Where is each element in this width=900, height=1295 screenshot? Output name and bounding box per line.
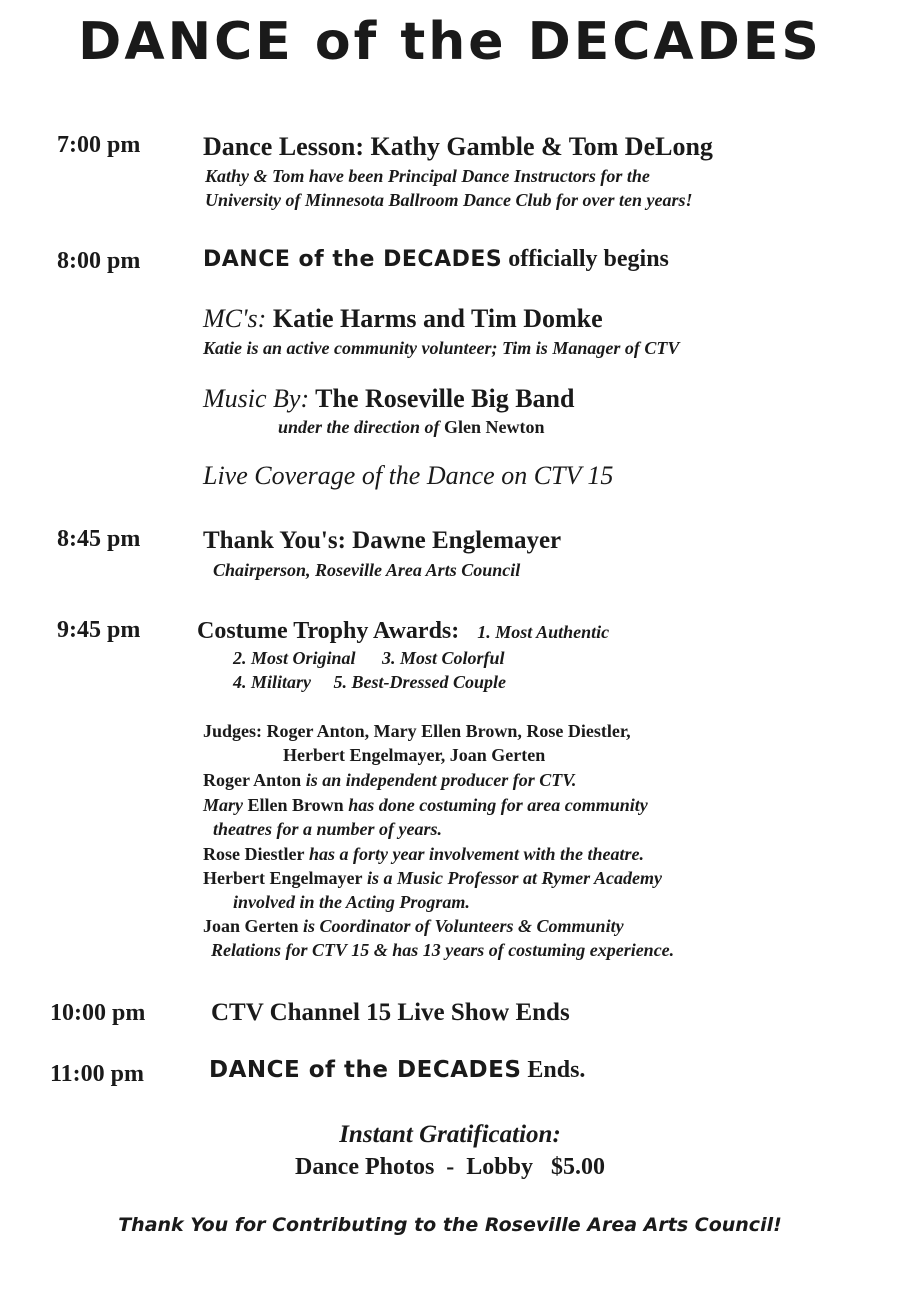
dance-lesson-heading: Dance Lesson: Kathy Gamble & Tom DeLong [203, 132, 713, 161]
judge-gerten-name: Joan Gerten [203, 916, 299, 936]
award-4: 4. Military [233, 672, 312, 692]
judge-diestler-desc: has a forty year involvement with the theatre. [304, 844, 644, 864]
dance-lesson-desc-2: University of Minnesota Ballroom Dance Club for over ten years! [205, 190, 693, 210]
dance-ends-logo: DANCE of the DECADES [209, 1057, 522, 1083]
music-desc-text: under the direction of [278, 417, 445, 437]
dance-ends-text: Ends. [521, 1057, 586, 1083]
judge-brown-first: Mary [203, 795, 243, 815]
judges-line-2: Herbert Engelmayer, Joan Gerten [283, 745, 546, 765]
judge-gerten-desc-1: is Coordinator of Volunteers & Community [298, 916, 624, 936]
instant-gratification: Instant Gratification: [339, 1121, 561, 1148]
dance-ends-line [209, 1057, 585, 1084]
judge-anton-name: Roger Anton [203, 770, 302, 790]
award-2: 2. Most Original [233, 648, 356, 668]
awards-line [197, 618, 609, 645]
footer-thank-you: Thank You for Contributing to the Roseville Area Arts Council! [118, 1214, 782, 1236]
time-1000: 10:00 pm [50, 1000, 146, 1026]
judge-anton [203, 770, 576, 791]
dance-lesson-desc-1: Kathy & Tom have been Principal Dance Instructors for the [205, 166, 650, 186]
music-name: The Roseville Big Band [309, 384, 575, 413]
music-desc [278, 417, 545, 438]
music-director: Glen Newton [444, 417, 545, 437]
thank-yous-heading: Thank You's: Dawne Englemayer [203, 527, 562, 554]
mc-label: MC's: [203, 304, 267, 333]
time-945: 9:45 pm [57, 617, 141, 643]
thank-yous-desc: Chairperson, Roseville Area Arts Council [213, 560, 521, 580]
awards-line-2 [233, 648, 505, 669]
judge-engelmayer-desc-1: is a Music Professor at Rymer Academy [362, 868, 662, 888]
judge-brown-desc-1: has done costuming for area community [343, 795, 648, 815]
judge-gerten [203, 916, 624, 937]
time-845: 8:45 pm [57, 526, 141, 552]
judge-engelmayer-desc-2: involved in the Acting Program. [233, 892, 470, 912]
dance-begins-logo: DANCE of the DECADES [203, 247, 503, 272]
judge-engelmayer-name: Herbert Engelmayer [203, 868, 363, 888]
mc-desc: Katie is an active community volunteer; Tim is Manager of CTV [203, 338, 680, 358]
music-label: Music By: [203, 384, 310, 413]
judge-brown [203, 795, 648, 816]
judge-brown-desc-2: theatres for a number of years. [213, 819, 442, 839]
judge-gerten-desc-2: Relations for CTV 15 & has 13 years of costuming experience. [211, 940, 675, 960]
dance-begins-line [203, 246, 669, 273]
live-coverage: Live Coverage of the Dance on CTV 15 [203, 461, 614, 490]
time-800: 8:00 pm [57, 248, 141, 274]
time-700: 7:00 pm [57, 132, 141, 158]
live-show-ends: CTV Channel 15 Live Show Ends [211, 999, 570, 1026]
awards-heading: Costume Trophy Awards: [197, 618, 460, 644]
judge-diestler-name: Rose Diestler [203, 844, 305, 864]
dance-begins-text: officially begins [502, 246, 669, 272]
judge-anton-desc: is an independent producer for CTV. [301, 770, 577, 790]
mc-line [203, 304, 603, 334]
awards-line-3 [233, 672, 506, 693]
judges-line-1: Judges: Roger Anton, Mary Ellen Brown, Rose Diestler, [203, 721, 631, 741]
music-line [203, 384, 574, 414]
mc-names: Katie Harms and Tim Domke [266, 304, 603, 333]
dance-photos-price: Dance Photos - Lobby $5.00 [294, 1154, 606, 1180]
judge-engelmayer [203, 868, 662, 889]
judge-brown-rest: Ellen Brown [243, 795, 344, 815]
award-3: 3. Most Colorful [382, 648, 505, 668]
page-title: DANCE of the DECADES [78, 12, 822, 72]
judge-diestler [203, 844, 644, 865]
time-1100: 11:00 pm [50, 1061, 145, 1087]
award-1: 1. Most Authentic [477, 622, 610, 642]
award-5: 5. Best-Dressed Couple [333, 672, 507, 692]
